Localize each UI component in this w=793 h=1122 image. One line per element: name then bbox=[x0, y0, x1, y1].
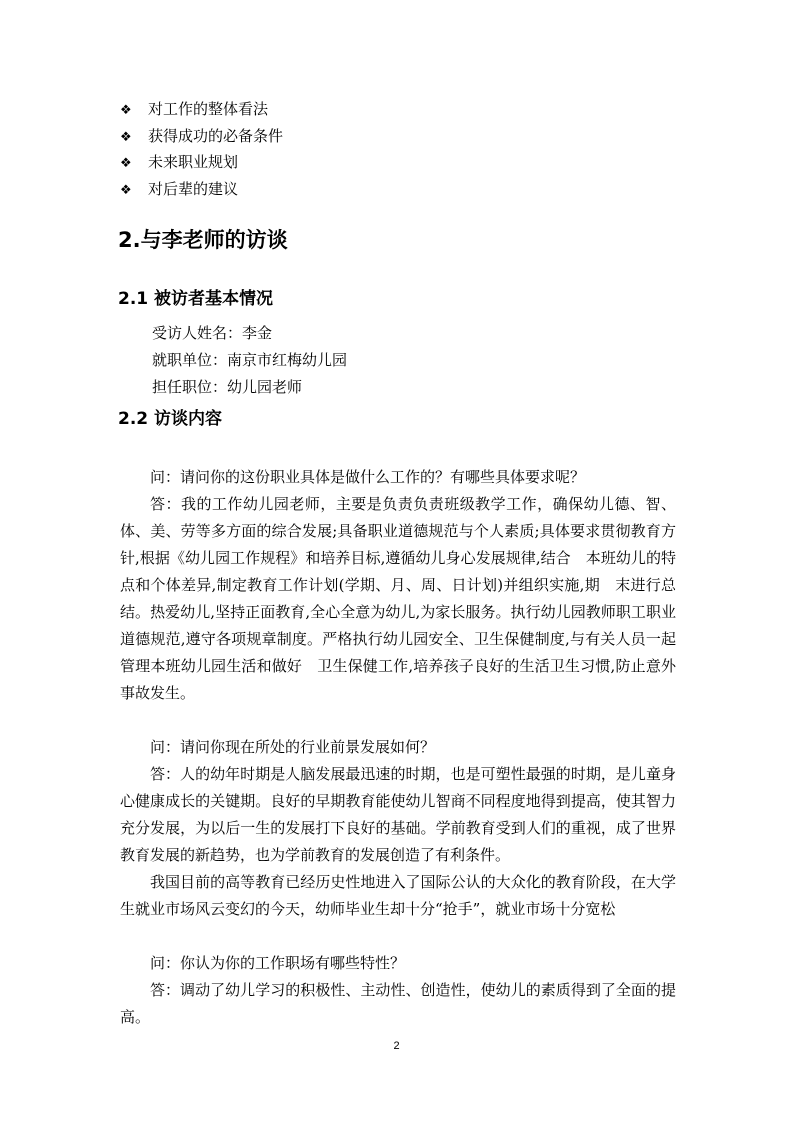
subsection-heading-interview-content: 2.2 访谈内容 bbox=[118, 409, 223, 429]
question-1: 问：请问你的这份职业具体是做什么工作的？有哪些具体要求呢？ bbox=[150, 468, 586, 486]
answer-2-continued: 我国目前的高等教育已经历史性地进入了国际公认的大众化的教育阶段，在大学生就业市场风云变幻的今天，幼师毕业生却十分“抢手”，就业市场十分宽松 bbox=[120, 873, 676, 918]
list-item-text: 对后辈的建议 bbox=[148, 179, 239, 198]
list-item bbox=[120, 96, 680, 123]
subsection-heading-basic-info: 2.1 被访者基本情况 bbox=[118, 289, 274, 309]
diamond-bullet-icon: ❖ bbox=[120, 182, 132, 198]
section-heading: 2.与李老师的访谈 bbox=[118, 228, 288, 252]
interviewee-unit: 就职单位：南京市红梅幼儿园 bbox=[152, 351, 348, 369]
list-item-text: 获得成功的必备条件 bbox=[148, 126, 284, 145]
diamond-bullet-icon: ❖ bbox=[120, 103, 132, 118]
interviewee-info bbox=[152, 320, 692, 401]
diamond-bullet-icon: ❖ bbox=[120, 156, 132, 171]
answer-1: 答：我的工作幼儿园老师，主要是负责负责班级教学工作，确保幼儿德、智、体、美、劳等多方面的综合发展;具备职业道德规范与个人素质;具体要求贯彻教育方针,根据《幼儿园工作规程》和培养目标,遵循幼儿身心发展规律,结合 本班幼儿的特点和个体差异,制定教育工作计划(学期、月、周、日计划)并组织实施,期 末进行总结。热爱幼儿,坚持正面教育,全心全意为幼儿,为家长服务。执行幼儿园教师职工职业道德规范,遵守各项规章制度。严格执行幼儿园安全、卫生保健制度,与有关人员一起管理本班幼儿园生活和做好 卫生保健工作,培养孩子良好的生活卫生习惯,防止意外事故发生。 bbox=[120, 495, 676, 702]
answer-2: 答：人的幼年时期是人脑发展最迅速的时期，也是可塑性最强的时期，是儿童身心健康成长的关键期。良好的早期教育能使幼儿智商不同程度地得到提高，使其智力充分发展，为以后一生的发展打下良好的基础。学前教育受到人们的重视，成了世界教育发展的新趋势，也为学前教育的发展创造了有利条件。 bbox=[120, 765, 676, 864]
list-item bbox=[120, 123, 680, 150]
bullet-list bbox=[120, 96, 680, 202]
interviewee-name: 受访人姓名：李金 bbox=[152, 324, 273, 342]
diamond-bullet-icon: ❖ bbox=[120, 129, 132, 145]
answer-3: 答：调动了幼儿学习的积极性、主动性、创造性，使幼儿的素质得到了全面的提高。 bbox=[120, 981, 676, 1026]
interviewee-position: 担任职位：幼儿园老师 bbox=[152, 378, 303, 396]
list-item bbox=[120, 176, 680, 203]
interview-content bbox=[120, 464, 676, 1031]
list-item bbox=[120, 149, 680, 176]
question-3: 问：你认为你的工作职场有哪些特性？ bbox=[150, 954, 406, 972]
page-number: 2 bbox=[393, 1040, 400, 1052]
question-2: 问：请问你现在所处的行业前景发展如何？ bbox=[150, 738, 436, 756]
list-item-text: 未来职业规划 bbox=[148, 153, 239, 171]
list-item-text: 对工作的整体看法 bbox=[148, 100, 269, 118]
